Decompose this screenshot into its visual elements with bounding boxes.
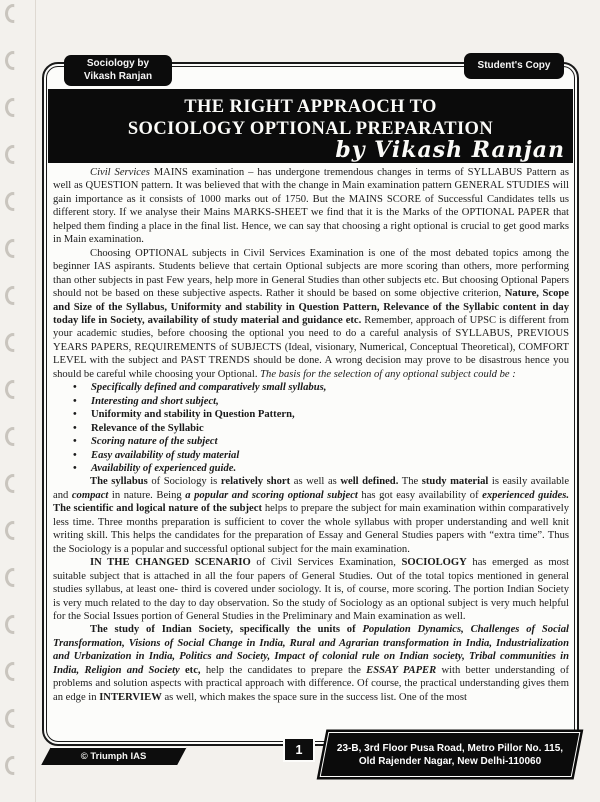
- author-byline: by Vikash Ranjan: [335, 137, 565, 163]
- text-segment: Remember, approach of UPSC is different from your academic studies, before choosing the optional you need to do a careful analysis of SYLLABUS, PREVIOUS YEARS PAPERS, REQUIREMENTS of SUBJECTS (Ideal, visionary, Numerical, Conceptual Theoretical), COMFORT LEVEL with the subject and PAST TRENDS should be done. A wrong decision may prove to be disastrous hence you should be careful while choosing your Optional.: [53, 314, 569, 380]
- text-segment: has got easy availability of: [357, 489, 483, 501]
- binding-ring: [5, 333, 21, 352]
- document-page: [42, 62, 579, 746]
- text-segment: etc,: [179, 664, 201, 676]
- article-body: [53, 166, 569, 704]
- criteria-item-text: Interesting and short subject,: [91, 395, 219, 407]
- binding-ring: [5, 709, 21, 728]
- address-line1: 23-B, 3rd Floor Pusa Road, Metro Pillor No. 115,: [336, 742, 564, 754]
- binding-ring: [5, 98, 21, 117]
- criteria-item-text: Scoring nature of the subject: [91, 436, 218, 448]
- paragraph-changed-scenario: [53, 556, 569, 623]
- criteria-item-text: Uniformity and stability in Question Pattern,: [91, 409, 295, 421]
- criteria-item: [53, 395, 569, 408]
- text-segment: Nature, Scope and Size of the Syllabus, Uniformity and stability in Question Pattern, Relevance of the Syllabic content in day today life in Society, availability of study material and guidance etc.: [53, 288, 569, 326]
- text-segment: The basis for the selection of any optional subject could be :: [260, 368, 516, 380]
- criteria-item-text: Easy availability of study material: [91, 449, 240, 461]
- binding-ring: [5, 51, 21, 70]
- copyright-text: © Triumph IAS: [80, 751, 147, 762]
- selection-criteria-list: [53, 381, 569, 475]
- page-number: 1: [285, 739, 313, 760]
- paragraph-choosing-optional: [53, 247, 569, 382]
- binding-ring: [5, 568, 21, 587]
- text-segment: MAINS examination – has undergone tremendous changes in terms of SYLLABUS Pattern as well as QUESTION pattern. It was believed that with the change in Main examination pattern GENERAL STUDIES will gain importance as it consists of 1000 marks out of 1750. But the MAINS SCORE of Successful Candidates tells us different story. If we analyse their Mains MARKS-SHEET we find that it is the Marks of the OPTIONAL PAPER that helped them finding a place in the final list. Hence, we can say that choosing a right optional is crucial to get good marks in Main examination.: [53, 167, 570, 246]
- text-segment: study material: [421, 476, 489, 488]
- publisher-badge-line1: Sociology by: [86, 58, 150, 69]
- criteria-item: [53, 422, 569, 435]
- text-segment: The scientific and logical nature of the subject: [53, 503, 262, 515]
- text-segment: help the candidates to prepare the: [200, 664, 367, 676]
- text-segment: IN THE CHANGED SCENARIO: [90, 557, 251, 569]
- paragraph-syllabus: [53, 475, 569, 556]
- binding-ring: [5, 4, 21, 23]
- criteria-item: [53, 449, 569, 462]
- binding-ring: [5, 286, 21, 305]
- criteria-item: [53, 381, 569, 394]
- criteria-item-text: Availability of experienced guide.: [91, 462, 237, 474]
- text-segment: has emerged as most suitable subject that is attached in all the four papers of General Studies. Out of the total topics mentioned in general studies syllabus, at least one- third is covered under sociology. It is, of course, more scoring. The portion Indian Society is very much related to the day to day observation. So the study of Sociology as an optional subject is very much helpful for the Social Issues portion of General Studies in the Preliminary and Main examination as well.: [53, 557, 570, 622]
- binding-ring: [5, 662, 21, 681]
- binding-ring: [5, 380, 21, 399]
- text-segment: Choosing OPTIONAL subjects in Civil Services Examination is one of the most debated topics among the beginner IAS aspirants. Students believe that certain Optional subjects are more scoring than others, more performing than other subjects in past Few years, help more in General Studies than other subjects etc. But choosing Optional Papers should not be based on these subjective aspects. Rather it should be based on some objective criterion,: [53, 247, 569, 300]
- text-segment: The syllabus: [90, 476, 148, 488]
- address-ribbon: [320, 732, 581, 777]
- text-segment: relatively short: [220, 476, 291, 488]
- criteria-item-text: Specifically defined and comparatively small syllabus,: [91, 382, 327, 394]
- text-segment: The: [398, 476, 422, 488]
- paragraph-indian-society: [53, 623, 569, 704]
- address-line2: Old Rajender Nagar, New Delhi-110060: [358, 755, 542, 767]
- text-segment: well defined.: [340, 476, 399, 488]
- document-title-line1: THE RIGHT APPRAOCH TO: [184, 97, 437, 117]
- binding-ring: [5, 474, 21, 493]
- spiral-binding: [3, 4, 37, 800]
- criteria-item-text: Relevance of the Syllabic: [91, 422, 204, 434]
- copyright-ribbon: [41, 747, 187, 765]
- binding-ring: [5, 427, 21, 446]
- text-segment: The study of Indian Society, specifically the units of: [90, 624, 363, 636]
- text-segment: Civil Services: [90, 167, 150, 178]
- text-segment: compact: [71, 489, 109, 501]
- text-segment: with better understanding of problems and solution aspects with practical approach with difference. Of course, the practical understanding gives them an edge in: [53, 664, 569, 703]
- paragraph-intro: [53, 166, 569, 247]
- text-segment: in nature. Being: [108, 489, 186, 501]
- text-segment: Population Dynamics, Challenges of Social Transformation, Visions of Social Change in India, Rural and Agrarian transformation in India, Industrialization and Urbanization in India, Politics and Society, Impact of colonial rule on Indian society, Tribal communities in India, Religion and Society: [53, 624, 569, 676]
- text-segment: of Civil Services Examination,: [250, 557, 402, 569]
- publisher-badge-line2: Vikash Ranjan: [83, 70, 153, 82]
- text-segment: of Sociology is: [147, 476, 221, 488]
- text-segment: ESSAY PAPER: [366, 664, 437, 676]
- criteria-item: [53, 408, 569, 421]
- criteria-item: [53, 462, 569, 475]
- binding-ring: [5, 521, 21, 540]
- address-text: [337, 742, 563, 768]
- binding-ring: [5, 756, 21, 775]
- criteria-item: [53, 435, 569, 448]
- binding-ring: [5, 239, 21, 258]
- text-segment: experienced guides.: [482, 489, 569, 501]
- document-title-line2: SOCIOLOGY OPTIONAL PREPARATION: [127, 119, 494, 139]
- text-segment: SOCIOLOGY: [401, 557, 467, 569]
- text-segment: as well, which makes the space sure in the success list. One of the most: [161, 691, 467, 703]
- text-segment: a popular and scoring optional subject: [185, 489, 358, 501]
- publisher-badge: [64, 55, 172, 86]
- copy-type-badge: Student's Copy: [464, 53, 564, 79]
- binding-ring: [5, 145, 21, 164]
- title-banner: [48, 89, 573, 163]
- binding-ring: [5, 615, 21, 634]
- binding-ring: [5, 192, 21, 211]
- text-segment: is easily available and: [53, 476, 570, 501]
- text-segment: helps to prepare the subject for main examination within comparatively less time. Three months preparation is sufficient to cover the whole syllabus with proper understanding and well knit writing skill. This helps the candidates for the preparation of Essay and General Studies papers with “extra time”. Thus the Sociology is a popular and successful optional subject for the main examination.: [53, 503, 570, 555]
- text-segment: INTERVIEW: [99, 691, 162, 703]
- text-segment: as well as: [290, 476, 341, 488]
